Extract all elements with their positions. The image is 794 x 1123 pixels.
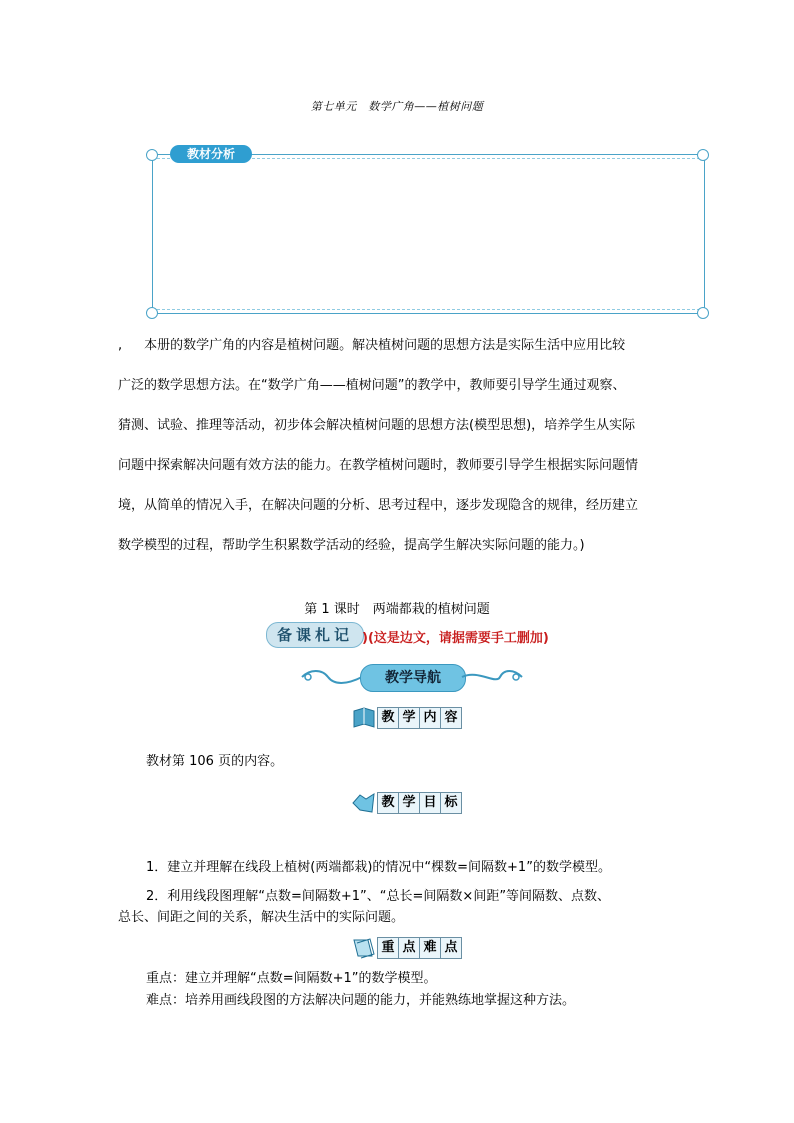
heading-char: 难 [419,937,441,959]
page-header: 第七单元 数学广角——植树问题 [310,100,484,113]
frame-corner-ornament [146,307,158,319]
paragraph-line: 数学模型的过程，帮助学生积累数学活动的经验，提高学生解决实际问题的能力。) [118,538,585,553]
frame-corner-ornament [697,307,709,319]
heading-char: 教 [377,707,399,729]
lesson-notes-badge: 备课札记 [266,622,364,648]
pages-icon [352,937,376,959]
book-icon [352,707,376,729]
goal-item-continued: 总长、间距之间的关系，解决生活中的实际问题。 [118,910,405,925]
paragraph-line: 问题中探索解决问题有效方法的能力。在教学植树问题时，教师要引导学生根据实际问题情 [118,458,639,473]
paragraph-line: 广泛的数学思想方法。在“数学广角——植树问题”的教学中，教师要引导学生通过观察、 [118,378,626,393]
goal-item: 1．建立并理解在线段上植树(两端都栽)的情况中“棵数=间隔数+1”的数学模型。 [146,860,611,875]
heading-char: 教 [377,792,399,814]
section-heading-goals [352,792,462,814]
heading-char: 学 [398,792,420,814]
frame-corner-ornament [697,149,709,161]
analysis-tab: 教材分析 [170,145,252,163]
right-swirl-ornament [460,668,524,686]
heading-char: 点 [440,937,462,959]
section-heading-key-points [352,937,462,959]
focus-text: 重点：建立并理解“点数=间隔数+1”的数学模型。 [146,971,437,986]
difficulty-text: 难点：培养用画线段图的方法解决问题的能力，并能熟练地掌握这种方法。 [146,993,576,1008]
goal-item: 2．利用线段图理解“点数=间隔数+1”、“总长=间隔数×间距”等间隔数、点数、 [146,889,611,904]
heading-char: 目 [419,792,441,814]
left-swirl-ornament [300,668,364,686]
analysis-frame-inner [157,158,700,310]
analysis-paragraph [118,326,683,566]
paragraph-line: 境，从简单的情况入手，在解决问题的分析、思考过程中，逐步发现隐含的规律，经历建立 [118,498,639,513]
teaching-nav-banner: 教学导航 [360,664,466,692]
paragraph-line: , 本册的数学广角的内容是植树问题。解决植树问题的思想方法是实际生活中应用比较 [118,338,626,353]
margin-note: )(这是边文，请据需要手工删加) [362,631,549,646]
heading-char: 学 [398,707,420,729]
paragraph-lead-mark: , [118,338,123,353]
heading-char: 标 [440,792,462,814]
heading-char: 容 [440,707,462,729]
content-text: 教材第 106 页的内容。 [146,754,284,769]
paragraph-line: 猜测、试验、推理等活动，初步体会解决植树问题的思想方法(模型思想)，培养学生从实际 [118,418,636,433]
heading-char: 内 [419,707,441,729]
heading-char: 重 [377,937,399,959]
heading-char: 点 [398,937,420,959]
frame-corner-ornament [146,149,158,161]
section-heading-content [352,707,462,729]
lesson-title: 第 1 课时 两端都栽的植树问题 [304,602,490,617]
bookmark-icon [352,792,376,814]
